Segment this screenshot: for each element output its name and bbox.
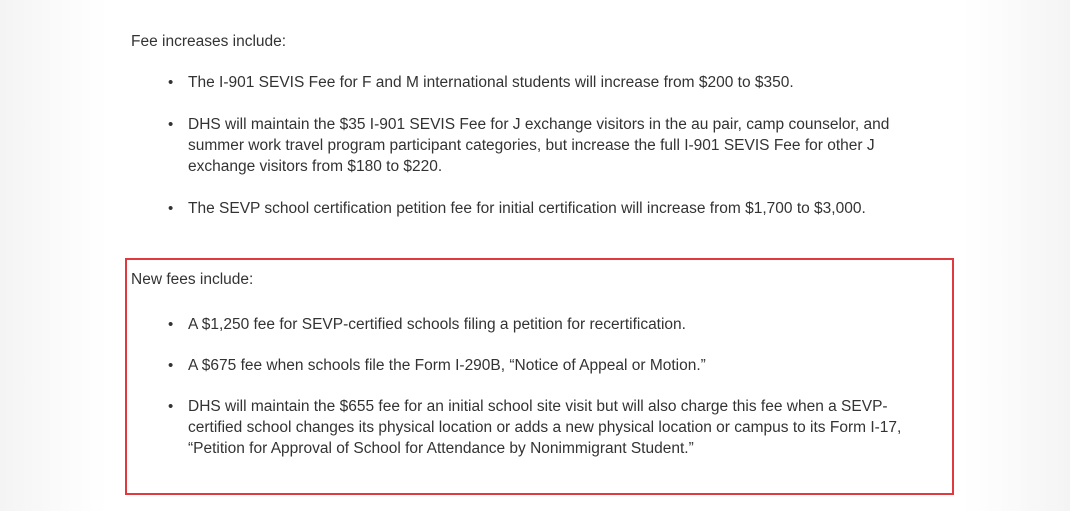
fee-increases-list xyxy=(168,72,938,219)
list-item-text: A $675 fee when schools file the Form I-290B, “Notice of Appeal or Motion.” xyxy=(188,357,706,374)
list-item xyxy=(168,396,938,459)
bullet-icon: • xyxy=(168,200,174,217)
new-fees-list xyxy=(168,314,938,459)
new-fees-heading: New fees include: xyxy=(131,271,254,288)
fee-increases-heading: Fee increases include: xyxy=(131,33,287,50)
bullet-icon: • xyxy=(168,316,174,333)
list-item xyxy=(168,72,938,93)
list-item-text: The SEVP school certification petition fee for initial certification will increase from $1,700 to $3,000. xyxy=(188,200,866,217)
list-item xyxy=(168,314,938,335)
left-margin-shade xyxy=(0,0,108,511)
bullet-icon: • xyxy=(168,357,174,374)
list-item xyxy=(168,114,938,177)
bullet-icon: • xyxy=(168,398,174,415)
bullet-icon: • xyxy=(168,74,174,91)
list-item xyxy=(168,198,938,219)
list-item xyxy=(168,355,938,376)
list-item-text: A $1,250 fee for SEVP-certified schools filing a petition for recertification. xyxy=(188,316,686,333)
bullet-icon: • xyxy=(168,116,174,133)
list-item-text: DHS will maintain the $655 fee for an initial school site visit but will also charge this fee when a SEVP-certified school changes its physical location or adds a new physical location or campus to its Form I-17, “Petition for Approval of School for Attendance by Nonimmigrant Student.” xyxy=(188,398,902,457)
list-item-text: The I-901 SEVIS Fee for F and M international students will increase from $200 to $350. xyxy=(188,74,794,91)
list-item-text: DHS will maintain the $35 I-901 SEVIS Fee for J exchange visitors in the au pair, camp counselor, and summer work travel program participant categories, but increase the full I-901 SEVIS Fee for other J exchange visitors from $180 to $220. xyxy=(188,116,890,175)
right-margin-shade xyxy=(962,0,1070,511)
